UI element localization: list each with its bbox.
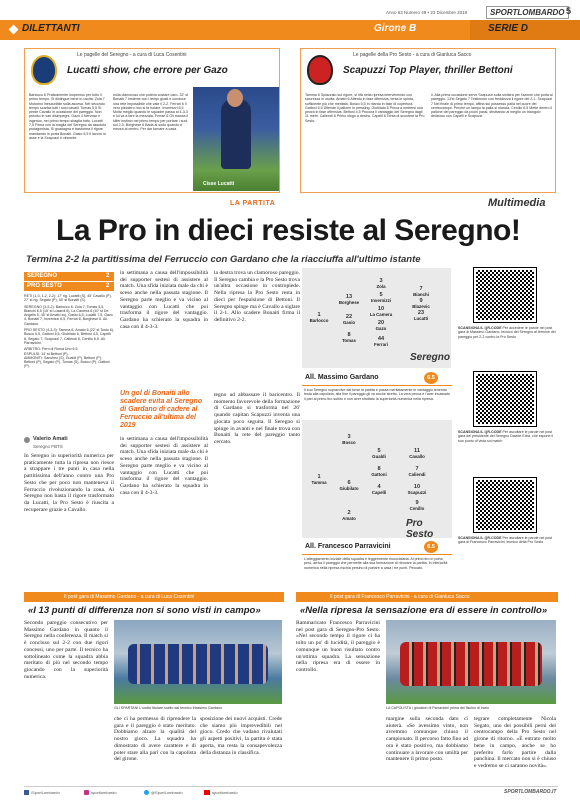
pagelle-text-col1: Barlocco 6 Praticamente inoperoso per tutto il primo tempo. Si distingue bene in uscita. Zola 7 Motorino inesauribile sulla ascesa. Nel secondo tempo scarica tutti i suoi cavalli. Tomas 5,5 Si perde Cavallo in occasione del pareggio. Non preciso in vari disimpegni. Gazo 4 Nervoso e ingenuo, nel primo tempo sbaglia tutto. Lucatti 7,5 Firma con la maglia del Seregno da assoluto protagonista. Si guadagna e trasforma il rigore mandando in porta Bonaiti. Gasio 5,5 Il lavoro in asse e la Scapuzzi è vincente. — [29, 93, 107, 140]
instagram-icon — [84, 790, 89, 795]
postgara-gardano — [24, 592, 284, 782]
body-col3: la destra trova un clamoroso pareggio. Il Seregno cambia e la Pro Sesto trova un'altra occasione in contropiede. Nella ripresa la Pro Sesto resta in dieci per l'espulsione di Bettoni. Il Seregno spinge ma è Cavallo a siglare il 2-1. Allo scadere Bonaiti firma il definitivo 2-2. — [214, 270, 300, 323]
page-number: 5 — [566, 6, 572, 16]
photo-caption: Cisse Lucatti — [203, 181, 235, 187]
byline: Valerio Amati — [33, 436, 68, 442]
lineup-seregno: SEREGNO (3-5-2): Barlocco 6, Zola 7, Tomas 5,5, Bianchi 6,5 (15' st Lusardi 6), La Camera 6 (10' st De Angelis 5, 45' st Amato sv), Gasio 6,5, Lucatti 7,5, Gazo 4, Bonaiti 7, Invernizzi 6,5, Ferrari 6, Borghese 6. All. Gardano. — [24, 304, 113, 326]
player-tomas: 8 Tomas — [342, 332, 356, 343]
postgara-photo-caption: GLI SPARTANI L'undici titolare scelto dal tecnico Massimo Gardano — [114, 706, 222, 710]
pagelle-seregno — [24, 48, 280, 193]
coach-seregno-text: Il suo Seregno sopravvive dal torse la partita e passa meritatamente in vantaggio tenendo testa alla capolista, alla fine il pareggio gli va anche stretto. La vera pecca è l'aver incassato il pari al primo tiro subito e non aver sfruttato la superiorità numerica nella ripresa. — [304, 388, 450, 401]
serie-label: SERIE D — [488, 23, 529, 34]
seregno-crest-icon — [31, 55, 57, 85]
qr-block-1 — [458, 268, 558, 368]
author-icon — [24, 437, 30, 443]
player-bosco: 3 Bosco — [342, 434, 356, 445]
facebook-icon — [24, 790, 29, 795]
pagelle-title: Lucatti show, che errore per Gazo — [67, 65, 228, 76]
player-zola: 3 Zola — [376, 278, 386, 289]
lineup-prosesto: PRO SESTO (4-3-3): Tamma 6, Amato 6 (22' st Tosto 6), Bosco 5,5, Gattoni 6,5, Giubilato 6, Bettoni 4,5, Capelli 6, Segato 7, Scapuzzi 7, Caliendi 6, Cenillo 6,5. All. Parravicini. — [24, 328, 114, 345]
footer-link[interactable]: /SportLombardo — [31, 790, 60, 795]
coach-prosesto-grade: 6.5 — [424, 541, 438, 553]
score-row-prosesto — [24, 282, 114, 291]
player-gasio: 22 Gasio — [342, 314, 356, 325]
player-cavallo: 11 Cavallo — [409, 448, 425, 459]
player-tamma: 1 Tamma — [311, 474, 327, 485]
ammoniti: AMMONITI: Sanchez (S), Gualdi (P), Bettoni (P), Bettoni (P), Segato (P), Tomas (S), Bosco (P), Gattoni (P). — [24, 355, 110, 369]
team-photo-seregno — [114, 620, 282, 704]
multimedia-label: Multimedia — [488, 197, 546, 209]
player-borghese: 13 Borghese — [338, 294, 360, 305]
score-team: PRO SESTO — [27, 283, 62, 289]
prosesto-crest-icon — [307, 55, 333, 85]
pagelle-text-col1: Tamma 6 Spiazzato sul rigore, si rifà nella ripresa intervenendo con sicurezza in uscita. Amato 6 Attento in fase difensiva, tenta in spinta, sufficiente più che meritata. Bosco 5,5 In ritardo in fase di copertura. Gattoni 6,5 Difende il pallone in pressing. Giubilato 6 Prova a mettersi una pezza in fase offensiva. Bettoni 4,5 Procura il vantaggio del Seregno dagli 11 metri. Caliendi 6 Primo sfogo a destra. Capelli 6 Tenta di scuotere la Pro Sesto. — [305, 93, 425, 123]
player-cenillo: 9 Cenillo — [409, 500, 425, 511]
coach-prosesto-divider — [302, 554, 452, 555]
player-blazevic: 9 Blazevic — [412, 298, 430, 309]
footer-link[interactable]: @SportLombardo — [151, 790, 183, 795]
qr-code-icon[interactable] — [474, 268, 536, 322]
youtube-icon — [204, 790, 210, 795]
multimedia-column — [458, 268, 558, 588]
postgara-text1: Secondo pareggio consecutivo per Massimo Gardano in quanto il Seregno nella conferenza. Il match si è concluso sul 2-2 con due rigori concessi, uno per parte. Il tecnico ha sottolineato come la squadra abbia meritato di più nel secondo tempo giocando con la superiorità numerica. — [24, 620, 108, 680]
section-label: LA PARTITA — [230, 200, 276, 207]
seregno-label: Seregno — [410, 352, 451, 363]
byline-source: Seregno FBTS — [33, 444, 63, 449]
pagelle-kicker: Le pagelle del Seregno - a cura di Luca Cosentini — [77, 52, 187, 58]
qr-code-icon[interactable] — [474, 372, 536, 426]
score-row-seregno — [24, 272, 114, 281]
body-col3b: tegno ad abbassare il baricentro. Il momento favorevole della formazione di Gardano si trasforma nel 26' quando capitan Scapuzzi inventa una giocata poco seguita. Il Seregno si spinge in avanti e nel finale trova con Bonaiti la rete del pareggio tanto cercato. — [214, 392, 300, 445]
masthead — [0, 0, 580, 46]
pagelle-text-col2: il. Alla prima occasione serve Scapuzzi sulla sinistra per l'azione che porta al pareggio. 13'st Segato 7 Testimone con freddezza il rigore del 2-1. Scapuzzi 7 Nel finale di primo tempo, affina sul possesso palla nel cuore del centrocampo. Perchè un lampo la palla si rilancia. Cenillo 6.5 Mette dentro il pallone del pareggio da pochi passi, sfruttando al meglio un triangolo delizioso con Capelli e Scapuzzi. — [431, 93, 553, 119]
postgara-text1: Rammaricato Francesco Parravicini nel post gara di Seregno-Pro Sesto. «Nel secondo tempo il rigore ci ha tolto un po' di lucidità, il pareggio è comunque un buon risultato contro un'ottima squadra. La sensazione nella ripresa era di essere in controllo. — [296, 620, 380, 673]
player-gualdi: 5 Gualdi — [372, 448, 386, 459]
score-value: 2 — [106, 283, 110, 289]
section-title: DILETTANTI — [22, 23, 80, 34]
postgara-text2: margine sulla seconda dato ci aiuterà. «Se avessimo vinto, non avremmo comunque chiuso il campionato. Il percorso fatto fino ad ora è stato positivo, ma dobbiamo continuare a lavorare con umiltà per mantenere il primo posto. — [386, 716, 468, 763]
postgara-parravicini — [296, 592, 558, 782]
player-gattoni: 8 Gattoni — [371, 466, 387, 477]
qr-block-3 — [458, 478, 558, 578]
qr-text: SCANSIONA IL QR-CODE Per accedere le parole nel post gara di Massimo Gardano, tecnico del Seregno al termine del pareggio per 2-2 contro la Pro Sesto — [458, 326, 556, 339]
reti: RETI (1-0, 1-2, 2-2): 17' rig. Lucatti (S), 45' Cavallo (P), 27' st rig. Segato (P), 45' st Bonaiti (S). — [24, 294, 112, 303]
subhead: Termina 2-2 la partitissima del Ferruccio con Gardano che la riacciuffa all'ultimo istante — [26, 254, 421, 265]
pagelle-text-col2: nulla clamoroso che poteva costare caro. 32' st Bonaiti 7 Insieme con i tempi giusti e conduce una rete impossibile che vale il 2-2. Ferrari 6 Il vero pistolero non si fa notare. Invernizzi 6,5 Molto meglio quando le squadre passa al 4-3-3 e lui va a fare la mezzala. Ferrari 6 Gli manca il killer instinct nel primo tempo per portare i suoi sul 2-0. Borghese 6 Bada al sodo quando è mezza al centro. Per dar tornare a casa. — [113, 93, 189, 132]
arbitro: ARBITRO: Perri di Roma Uno 6.5. — [24, 347, 79, 352]
edition-info: Anno 63 Numero 49 • 23 Dicembre 2019 — [386, 10, 468, 15]
espulsi: ESPULSI: 14' st Bettoni (P). — [24, 351, 69, 356]
player-ferrari: 44 Ferrari — [374, 336, 388, 347]
player-invernizzi: 5 Invernizzi — [370, 292, 391, 303]
player-scapuzzi: 10 Scapuzzi — [407, 484, 427, 495]
postgara-text2: che ci ha permesso di riprendere la gara e il pareggio è stato meritato. Dobbiamo alzare la qualità del nostro gioco. La squadra ha dimostrato di avere carattere e di poter stare alla pari con la capolista del girone. — [114, 716, 196, 763]
lucatti-photo — [193, 87, 279, 191]
footer-site[interactable]: SPORTLOMBARDO.IT — [504, 789, 557, 795]
postgara-text3: tegrare completamente Nicola Segato, uno dei possibili perni del centrocampo della Pro Sesto nel girone di ritorno. «È entrato molto bene in campo, anche se ho preferito farlo partire dalla panchina. Il mercato non si è chiuso e vedremo se ci saranno novità». — [474, 716, 556, 769]
coach-seregno-divider — [302, 385, 452, 386]
qr-block-2 — [458, 372, 558, 472]
player-lucatti: 23 Lucatti — [413, 310, 429, 321]
player-gazo: 20 Gazo — [375, 320, 387, 331]
player-silhouette — [221, 99, 251, 169]
postgara-photo-caption: LA CAPOLISTA I giocatori di Parravicini prima del fischio di inizio — [386, 706, 489, 710]
player-giubilato: 6 Giubilato — [339, 480, 359, 491]
qr-code-icon[interactable] — [474, 478, 536, 532]
pagelle-prosesto — [300, 48, 556, 193]
player-bianchi: 7 Bianchi — [413, 286, 429, 297]
seregno-field — [302, 268, 452, 368]
body-col2: in settimana a causa dell'impossibilità dei supporter sestesi di assistere al match. Una sfida iniziata male da chi è sceso anche nella passata stagione. Il Seregno parte meglio e va vicino al vantaggio con Lucatti che poi trasforma il rigore del vantaggio. Gardano ha schierato la squadra in casa con il 4-3-3. — [120, 270, 208, 330]
brand-logo: SPORTLOMBARDO — [486, 6, 569, 19]
score-details — [24, 294, 114, 369]
postgara-quote: «I 13 punti di differenza non si sono visti in campo» — [28, 605, 261, 616]
score-value: 2 — [106, 273, 110, 279]
player-amato: 2 Amato — [342, 510, 356, 521]
qr-text: SCANSIONA IL QR-CODE Per ascoltare le parole nel post gara di Francesco Parravicini, tecnico della Pro Sesto — [458, 536, 553, 545]
pagelle-kicker: Le pagelle della Pro Sesto - a cura di Gianluca Sacco — [353, 52, 472, 58]
girone-label: Girone B — [374, 23, 417, 34]
score-team: SEREGNO — [27, 273, 58, 279]
player-barlocco: 1 Barlocco — [309, 312, 329, 323]
team-photo-prosesto — [386, 620, 556, 704]
twitter-icon — [144, 790, 149, 795]
coach-prosesto-label: All. Francesco Parravicini — [305, 543, 391, 550]
pullquote: Un gol di Bonaiti allo scadere evita al Seregno di Gardano di cadere al Ferruccio all'ultima del 2019 — [120, 390, 203, 429]
body-col2b: in settimana a causa dell'impossibilità dei supporter sestesi di assistere al match. Una sfida iniziata male da chi è sceso anche nella passata stagione. Il Seregno parte meglio e va vicino al vantaggio con Lucatti che poi trasforma il rigore del vantaggio. Gardano ha schierato la squadra in casa con il 4-3-3. — [120, 436, 208, 496]
prosesto-label: Pro Sesto — [406, 518, 434, 540]
player-capelli: 4 Capelli — [371, 484, 387, 495]
player-head — [227, 89, 243, 107]
body-col1: In Seregno in superiorità numerica per praticamente tutta la ripresa non riesce a strappare i tre punti in casa nella partitissima dell'anno contro una Pro Sesto che per poco non manteneva il Ferruccio rivoluzionando la zona. Al Seregno non basta il rigore trasformato da Lucatti, la Pro Sesto è riuscita a recuperare grazie a Cavallo. — [24, 453, 114, 513]
footer-link[interactable]: sportlombardo — [212, 790, 238, 795]
pagelle-title: Scapuzzi Top Player, thriller Bettoni — [343, 65, 513, 76]
postgara-text3: sposizione dei nuovi acquisti. Crede che siamo più imprevedibili nel gioco. Credo che vadano rivalutati gli aspetti positivi, la partita è stata aperta, ma resta la consapevolezza della distanza in classifica. — [200, 716, 282, 756]
qr-text: SCANSIONA IL QR-CODE Per ascoltare le parole nel post gara del presidente del Seregno Davide Erba, che espone il suo punto di vista sul match — [458, 430, 554, 443]
coach-seregno-grade: 6.5 — [424, 372, 438, 384]
player-lacamera: 10 La Camera — [369, 306, 393, 317]
postgara-kicker: Il post gara di Francesco Parravicini - a cura di Gianluca Sacco — [330, 594, 470, 600]
postgara-quote: «Nella ripresa la sensazione era di essere in controllo» — [300, 605, 548, 616]
coach-prosesto-text: L'atteggiamento iniziale della squadra è leggermente rinunciataria. Al primo tiro in porta, però, arriva il pareggio che permette alla sua formazione di ritrovare la partita. In inferiorità numerica nella ripresa rischia persino di portare a casa i tre punti. Peccato. — [304, 557, 448, 570]
footer — [24, 786, 558, 798]
player-caliendi: 7 Caliendi — [408, 466, 426, 477]
team-row — [128, 644, 268, 684]
team-row — [400, 642, 542, 686]
postgara-kicker: Il post gara di Massimo Gardano - a cura di Luca Cosentini — [64, 594, 195, 600]
footer-link[interactable]: sportlombardo — [91, 790, 117, 795]
headline: La Pro in dieci resiste al Seregno! — [56, 214, 521, 247]
prosesto-field — [302, 420, 452, 538]
coach-seregno-label: All. Massimo Gardano — [305, 374, 379, 381]
